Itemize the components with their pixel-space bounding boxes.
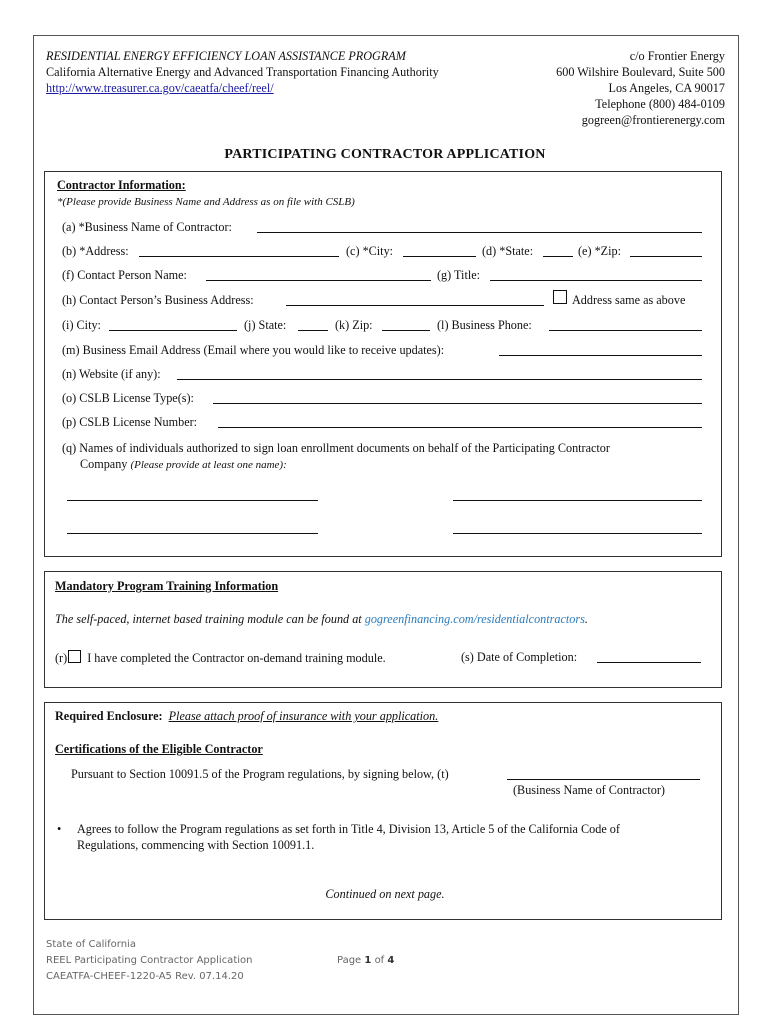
footer-state: State of California — [46, 939, 136, 950]
required-enclosure: Required Enclosure: Please attach proof of insurance with your application. — [55, 709, 439, 723]
signer-name-field-4[interactable] — [453, 533, 702, 534]
signer-name-field-2[interactable] — [453, 500, 702, 501]
contact-state-field[interactable] — [298, 330, 328, 331]
training-text: The self-paced, internet based training module can be found at gogreenfinancing.com/residentialcontractors. — [55, 612, 588, 626]
address-line-2: 600 Wilshire Boulevard, Suite 500 — [556, 65, 725, 79]
zip-field[interactable] — [630, 256, 702, 257]
zip-label: (e) *Zip: — [578, 244, 621, 258]
signer-name-field-3[interactable] — [67, 533, 318, 534]
contact-state-label: (j) State: — [244, 318, 287, 332]
program-name: RESIDENTIAL ENERGY EFFICIENCY LOAN ASSISTANCE PROGRAM — [46, 49, 406, 63]
license-number-field[interactable] — [218, 427, 702, 428]
city-field[interactable] — [403, 256, 476, 257]
training-link[interactable]: gogreenfinancing.com/residentialcontractors — [364, 612, 585, 626]
title-field[interactable] — [490, 280, 702, 281]
authorized-signers-label: (q) Names of individuals authorized to sign loan enrollment documents on behalf of the Participating Contractor — [62, 441, 610, 455]
website-field[interactable] — [177, 379, 702, 380]
state-label: (d) *State: — [482, 244, 534, 258]
footer-form-name: REEL Participating Contractor Application — [46, 955, 253, 966]
city-label: (c) *City: — [346, 244, 394, 258]
training-heading: Mandatory Program Training Information — [55, 579, 279, 593]
contact-name-label: (f) Contact Person Name: — [62, 268, 187, 282]
pursuant-text: Pursuant to Section 10091.5 of the Program regulations, by signing below, (t) — [71, 767, 449, 781]
contact-address-label: (h) Contact Person’s Business Address: — [62, 293, 254, 307]
title-label: (g) Title: — [437, 268, 481, 282]
license-type-field[interactable] — [213, 403, 702, 404]
page-title: PARTICIPATING CONTRACTOR APPLICATION — [224, 147, 546, 162]
business-email-label: (m) Business Email Address (Email where you would like to receive updates): — [62, 343, 445, 357]
address-field[interactable] — [139, 256, 339, 257]
contractor-info-heading: Contractor Information: — [57, 178, 186, 192]
business-phone-label: (l) Business Phone: — [437, 318, 532, 332]
business-phone-field[interactable] — [549, 330, 702, 331]
authority-name: California Alternative Energy and Advanced Transportation Financing Authority — [46, 65, 439, 79]
contact-address-field[interactable] — [286, 305, 544, 306]
contact-zip-field[interactable] — [382, 330, 430, 331]
completion-date-field[interactable] — [597, 662, 701, 663]
same-address-label: Address same as above — [572, 293, 686, 307]
contact-name-field[interactable] — [206, 280, 431, 281]
website-label: (n) Website (if any): — [62, 367, 161, 381]
certifications-heading: Certifications of the Eligible Contractor — [55, 742, 263, 756]
business-name-field[interactable] — [257, 232, 702, 233]
contact-city-field[interactable] — [109, 330, 237, 331]
training-completed-checkbox[interactable] — [68, 650, 81, 663]
program-url-link[interactable]: http://www.treasurer.ca.gov/caeatfa/cheef/reel/ — [46, 81, 274, 95]
page-number: Page 1 of 4 — [337, 955, 395, 966]
signer-name-field-1[interactable] — [67, 500, 318, 501]
state-field[interactable] — [543, 256, 573, 257]
bullet-text-line-1: Agrees to follow the Program regulations as set forth in Title 4, Division 13, Article 5 of the California Code of — [77, 822, 620, 836]
address-line-3: Los Angeles, CA 90017 — [608, 81, 725, 95]
license-type-label: (o) CSLB License Type(s): — [62, 391, 194, 405]
bullet-icon: • — [57, 822, 62, 836]
address-line-1: c/o Frontier Energy — [629, 49, 725, 63]
contact-city-label: (i) City: — [62, 318, 101, 332]
authorized-signers-label-line2: Company (Please provide at least one name): — [80, 457, 287, 471]
footer-form-id: CAEATFA-CHEEF-1220-A5 Rev. 07.14.20 — [46, 971, 244, 982]
email-address: gogreen@frontierenergy.com — [581, 113, 725, 127]
business-name-label: (a) *Business Name of Contractor: — [62, 220, 232, 234]
contact-zip-label: (k) Zip: — [335, 318, 373, 332]
license-number-label: (p) CSLB License Number: — [62, 415, 198, 429]
continued-note: Continued on next page. — [325, 887, 445, 901]
business-email-field[interactable] — [499, 355, 702, 356]
completion-date-label: (s) Date of Completion: — [461, 650, 578, 664]
bullet-text-line-2: Regulations, commencing with Section 10091.1. — [77, 838, 315, 852]
address-label: (b) *Address: — [62, 244, 129, 258]
training-completed-row: (r) I have completed the Contractor on-demand training module. — [55, 651, 386, 665]
contractor-name-certification-field[interactable] — [507, 779, 700, 780]
same-address-checkbox[interactable] — [553, 290, 567, 308]
contractor-name-caption: (Business Name of Contractor) — [513, 783, 665, 797]
contractor-info-note: *(Please provide Business Name and Address as on file with CSLB) — [57, 196, 355, 208]
telephone: Telephone (800) 484-0109 — [595, 97, 725, 111]
